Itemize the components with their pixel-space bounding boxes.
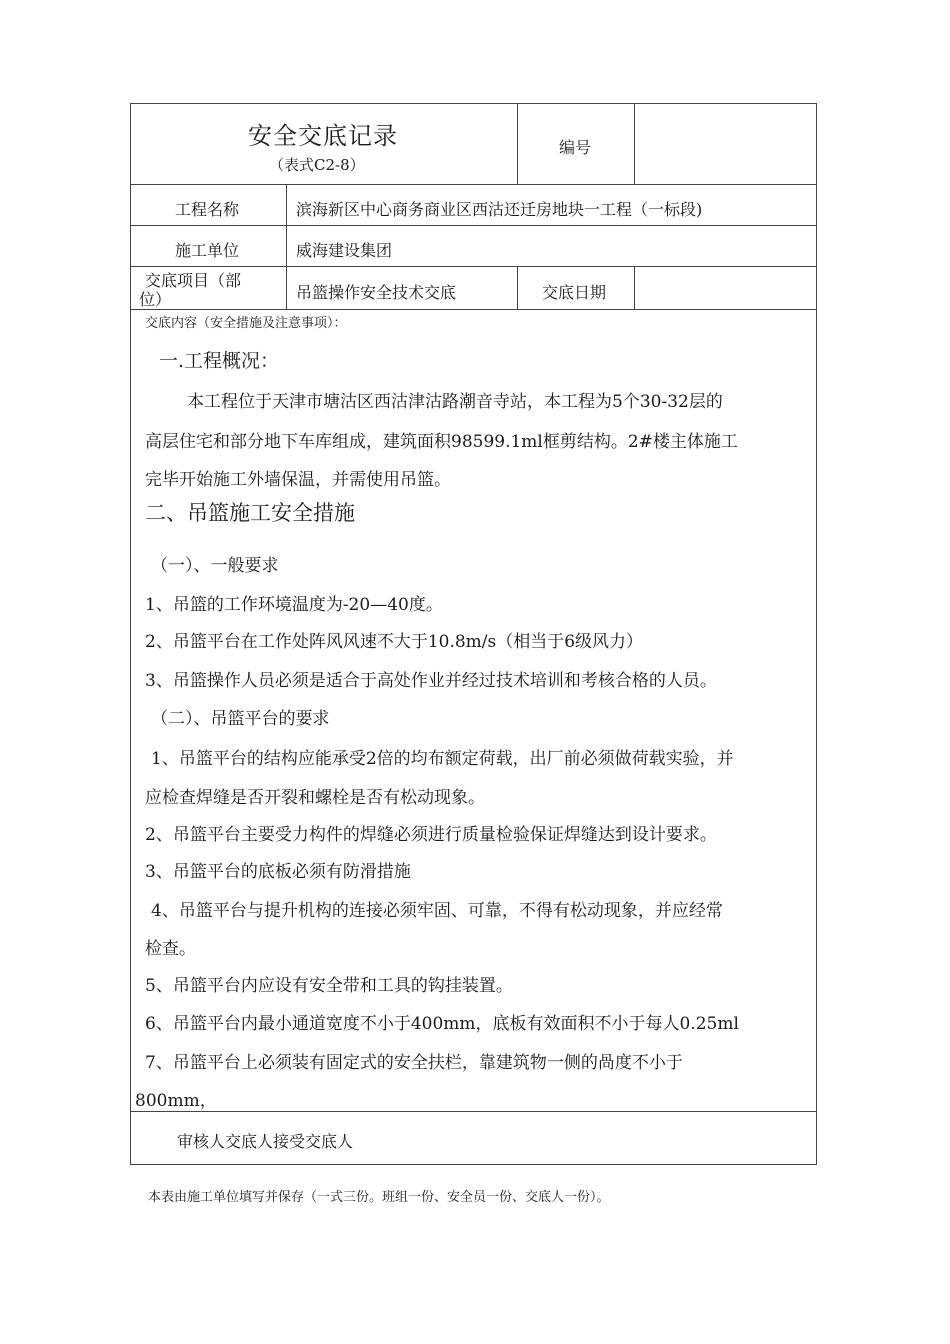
briefing-item-label-line2: 位）	[139, 290, 172, 309]
project-name-value: 滨海新区中心商务商业区西沽还迁房地块一工程（一标段)	[296, 200, 703, 219]
content-line: 3、吊篮平台的底板必须有防滑措施	[145, 862, 411, 882]
content-line: 6、吊篮平台内最小通道宽度不小于400mm，底板有效面积不小于每人0.25ml	[145, 1014, 739, 1034]
subsection-heading: （二）、吊篮平台的要求	[151, 709, 330, 729]
content-line: 4、吊篮平台与提升机构的连接必须牢固、可靠，不得有松动现象，并应经常	[151, 901, 723, 921]
briefing-date-label: 交底日期	[542, 283, 607, 302]
content-line: 本工程位于天津市塘沽区西沽津沽路潮音寺站，本工程为5个30-32层的	[187, 392, 723, 412]
content-line: 2、吊篮平台在工作处阵风风速不大于10.8m/s（相当于6级风力）	[145, 632, 644, 652]
form-title: 安全交底记录	[248, 122, 398, 150]
briefing-item-label-line1: 交底项目（部	[145, 271, 242, 290]
column-divider	[634, 104, 635, 184]
content-line: 7、吊篮平台上必须装有固定式的安全扶栏，靠建筑物一侧的咼度不小于	[145, 1053, 683, 1073]
column-divider	[517, 104, 518, 184]
content-line: 高层住宅和部分地下车库组成，建筑面积98599.1ml框剪结构。2#楼主体施工	[145, 432, 738, 452]
content-line: 800mm，	[135, 1091, 217, 1111]
section-heading: 二、吊篮施工安全措施	[145, 501, 355, 525]
column-divider	[286, 184, 287, 309]
row-divider	[131, 266, 816, 267]
content-line: 3、吊篮操作人员必须是适合于高处作业并经过技术培训和考核合格的人员。	[145, 671, 717, 691]
content-line: 检查。	[145, 939, 196, 959]
row-divider	[131, 309, 816, 310]
content-line: 2、吊篮平台主要受力构件的焊缝必须进行质量检验保证焊缝达到设计要求。	[145, 825, 717, 845]
content-line: 应检查焊缝是否开裂和螺栓是否有松动现象。	[145, 788, 485, 808]
row-divider	[131, 1111, 816, 1112]
safety-briefing-form	[130, 103, 817, 1165]
column-divider	[517, 266, 518, 309]
row-divider	[131, 184, 816, 185]
section-heading: 一.工程概况：	[159, 350, 280, 372]
construction-unit-value: 威海建设集团	[296, 241, 393, 260]
construction-unit-label: 施工单位	[175, 241, 240, 260]
subsection-heading: （一）、一般要求	[151, 556, 279, 576]
content-line: 1、吊篮的工作环境温度为-20—40度。	[145, 595, 443, 615]
row-divider	[131, 225, 816, 226]
project-name-label: 工程名称	[175, 200, 240, 219]
content-line: 1、吊篮平台的结构应能承受2倍的均布额定荷载，出厂前必须做荷载实验，并	[151, 749, 734, 769]
content-line: 完毕开始施工外墙保温，并需使用吊篮。	[145, 470, 451, 490]
column-divider	[634, 266, 635, 309]
briefing-item-value: 吊篮操作安全技术交底	[296, 283, 457, 302]
number-label: 编号	[559, 138, 592, 157]
form-code: （表式C2-8）	[269, 156, 365, 174]
footer-note: 本表由施工单位填写并保存（一式三份。班组一份、安全员一份、交底人一份）。	[148, 1190, 610, 1205]
content-line: 5、吊篮平台内应设有安全带和工具的钩挂装置。	[145, 976, 513, 996]
signoff-row: 审核人交底人接受交底人	[177, 1132, 354, 1151]
content-intro: 交底内容（安全措施及注意事项）：	[145, 316, 347, 331]
